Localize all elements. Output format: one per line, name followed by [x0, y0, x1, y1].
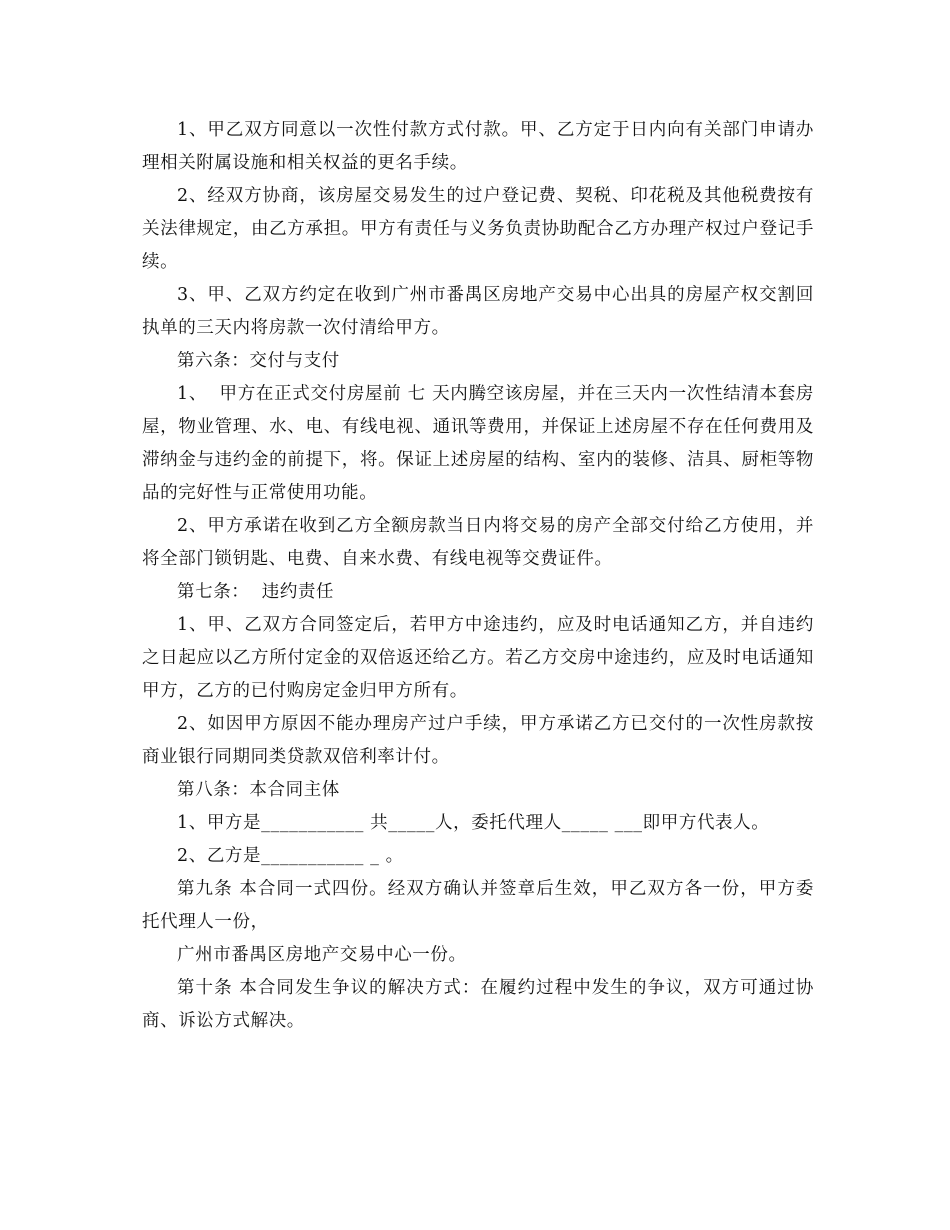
article-9-copies: 第九条 本合同一式四份。经双方确认并签章后生效，甲乙双方各一份，甲方委托代理人一份， — [142, 879, 814, 932]
paragraph-breach-deposit: 1、甲、乙双方合同签定后，若甲方中途违约，应及时电话通知乙方，并自违约之日起应以乙方所付定金的双倍返还给乙方。若乙方交房中途违约，应及时电话通知甲方，乙方的已付购房定金归甲方所有。 — [142, 615, 814, 701]
paragraph-payment-timing: 3、甲、乙双方约定在收到广州市番禺区房地产交易中心出具的房屋产权交割回执单的三天内将房款一次付清给甲方。 — [142, 285, 814, 338]
paragraph-payment-method: 1、甲乙双方同意以一次性付款方式付款。甲、乙方定于日内向有关部门申请办理相关附属设施和相关权益的更名手续。 — [142, 120, 814, 173]
article-7-heading: 第七条： 违约责任 — [177, 582, 335, 602]
paragraph-breach-interest: 2、如因甲方原因不能办理房产过户手续，甲方承诺乙方已交付的一次性房款按商业银行同期同类贷款双倍利率计付。 — [142, 714, 814, 767]
paragraph-transfer-fees: 2、经双方协商，该房屋交易发生的过户登记费、契税、印花税及其他税费按有关法律规定，由乙方承担。甲方有责任与义务负责协助配合乙方办理产权过户登记手续。 — [142, 186, 814, 272]
article-10-disputes: 第十条 本合同发生争议的解决方式：在履约过程中发生的争议，双方可通过协商、诉讼方式解决。 — [142, 978, 814, 1031]
paragraph-handover-vacate: 1、 甲方在正式交付房屋前 七 天内腾空该房屋，并在三天内一次性结清本套房屋，物业管理、水、电、有线电视、通讯等费用，并保证上述房屋不存在任何费用及滞纳金与违约金的前提下，将。保证上述房屋的结构、室内的装修、洁具、厨柜等物品的完好性与正常使用功能。 — [142, 384, 814, 503]
paragraph-party-a: 1、甲方是___________ 共_____人，委托代理人_____ ___即甲方代表人。 — [177, 813, 770, 833]
paragraph-exchange-center-copy: 广州市番禺区房地产交易中心一份。 — [177, 945, 467, 965]
document-body — [142, 114, 814, 1038]
article-8-heading: 第八条：本合同主体 — [177, 780, 340, 800]
paragraph-handover-keys: 2、甲方承诺在收到乙方全额房款当日内将交易的房产全部交付给乙方使用，并将全部门锁钥匙、电费、自来水费、有线电视等交费证件。 — [142, 516, 814, 569]
article-6-heading: 第六条：交付与支付 — [177, 351, 340, 371]
paragraph-party-b: 2、乙方是___________ _ 。 — [177, 846, 404, 866]
